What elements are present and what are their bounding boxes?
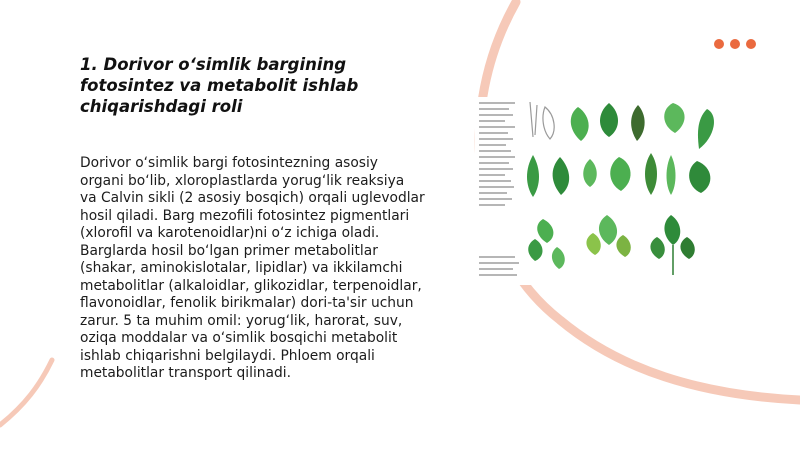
- leaf-row-3: [528, 215, 695, 275]
- slide-body: Dorivor o‘simlik bargi fotosintezning asosiy organi bo‘lib, xloroplastlarda yorug‘lik reaksiya va Calvin sikli (2 asosiy bosqich) orqali uglevodlar hosil qiladi. Barg mezofili fotosintez pigmentlari (xlorofil va karotenoidlar)ni o‘z ichiga oladi. Barglarda hosil bo‘lgan primer metabolitlar (shakar, aminokislotalar, lipidlar) va ikkilamchi metabolitlar (alkaloidlar, glikozidlar, terpenoidlar, flavonoidlar, fenolik birikmalar) dori-ta'sir uchun zarur. 5 ta muhim omil: yorug‘lik, harorat, suv, oziqa moddalar va o‘simlik bosqichi metabolit ishlab chiqarishni belgilaydi. Phloem orqali metabolitlar transport qilinadi.: [80, 155, 425, 381]
- arc-left: [0, 360, 52, 425]
- leaf-shapes-illustration: [475, 97, 725, 285]
- dot-icon: [730, 39, 740, 49]
- leaf-row-1: [530, 102, 714, 149]
- figure-label-lines: [479, 103, 519, 275]
- leaf-row-2: [527, 153, 710, 197]
- dot-icon: [746, 39, 756, 49]
- slide-title: 1. Dorivor o‘simlik bargining fotosintez va metabolit ishlab chiqarishdagi roli: [80, 55, 359, 116]
- dots-decoration: [714, 39, 756, 49]
- dot-icon: [714, 39, 724, 49]
- leaf-figure: [475, 97, 725, 285]
